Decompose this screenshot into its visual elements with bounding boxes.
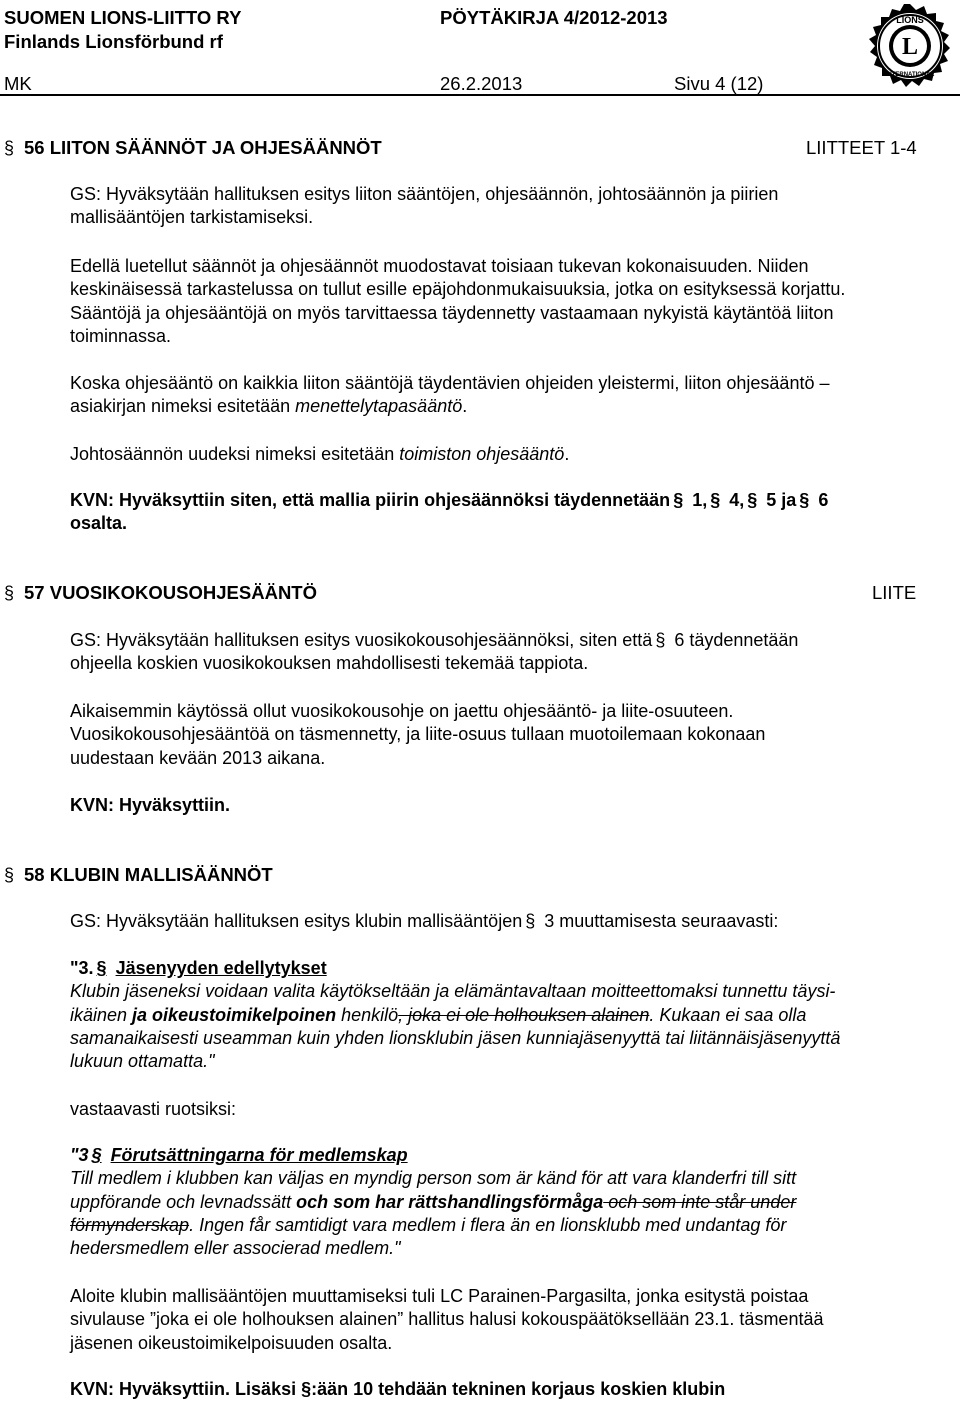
section-56-proposal xyxy=(70,183,930,230)
section-57-attachment: LIITE xyxy=(872,582,917,603)
logo-bottom-text: INTERNATIONAL xyxy=(885,72,935,78)
text-run: 1, xyxy=(692,490,708,510)
section-sign: § xyxy=(525,911,536,931)
section-56-paragraph-1 xyxy=(70,255,930,348)
text-line: Till medlem i klubben kan väljas en myndig person som är känd för att vara klanderfri till sitt xyxy=(70,1168,797,1189)
text-line: keskinäisessä tarkastelussa on tullut esille epäjohdonmukaisuuksia, jotka on esityksessä korjattu. xyxy=(70,279,846,300)
text-line: Edellä luetellut säännöt ja ohjesäännöt muodostavat toisiaan tukevan kokonaisuuden. Niiden xyxy=(70,256,809,276)
section-56-decision xyxy=(70,489,930,536)
text-line: Aloite klubin mallisääntöjen muuttamiseksi tuli LC Parainen-Pargasilta, jonka esitystä poistaa xyxy=(70,1286,809,1306)
text-line: sivulause ”joka ei ole holhouksen alainen” hallitus halusi kokouspäätöksellään 23.1. täsmentää xyxy=(70,1309,824,1330)
text-line: Koska ohjesääntö on kaikkia liiton sääntöjä täydentävien ohjeiden yleistermi, liiton ohjesääntö – xyxy=(70,373,830,393)
text-line xyxy=(70,395,930,418)
deleted-text: , joka ei ole holhouksen alainen xyxy=(398,1004,650,1025)
text-line xyxy=(70,629,930,652)
text-run: KVN: Hyväksyttiin siten, että mallia piirin ohjesäännöksi täydennetään xyxy=(70,490,671,510)
org-name-swedish: Finlands Lionsförbund rf xyxy=(4,31,223,52)
text-run: 6 xyxy=(818,490,829,510)
text-run: henkilö xyxy=(336,1004,399,1025)
header-rule xyxy=(0,94,960,96)
section-57-proposal xyxy=(70,629,930,676)
text-line: ohjeella koskien vuosikokouksen mahdollisesti tekemää tappiota. xyxy=(70,653,589,674)
text-line xyxy=(70,1191,930,1214)
text-run: Jäsenyyden edellytykset xyxy=(115,958,327,978)
section-58-title: 58 KLUBIN MALLISÄÄNNÖT xyxy=(24,864,273,885)
text-run: . xyxy=(462,396,468,417)
swedish-rule-text xyxy=(70,1144,930,1260)
text-line xyxy=(70,1214,930,1237)
org-name: SUOMEN LIONS-LIITTO RY xyxy=(4,7,242,28)
text-line: Sääntöjä ja ohjesääntöjä on myös tarvittaessa täydennetty vastaamaan nykyistä käytäntöä liiton xyxy=(70,302,834,323)
lions-logo xyxy=(866,2,954,90)
section-57-paragraph xyxy=(70,700,930,770)
logo-top-text: LIONS xyxy=(896,15,924,25)
section-sign: § xyxy=(710,490,721,510)
finnish-rule-text xyxy=(70,957,930,1073)
text-line xyxy=(70,1004,930,1027)
section-56-title: 56 LIITON SÄÄNNÖT JA OHJESÄÄNNÖT xyxy=(24,137,382,158)
text-run: uppförande och levnadssätt xyxy=(70,1191,297,1212)
text-run: . Ingen får samtidigt vara medlem i flera än en lionsklubb med undantag för xyxy=(189,1214,787,1235)
text-run: 3 muuttamisesta seuraavasti: xyxy=(544,911,779,931)
swedish-rule-heading xyxy=(70,1144,930,1167)
text-line: uudestaan kevään 2013 aikana. xyxy=(70,747,326,768)
section-58-heading xyxy=(4,864,273,886)
text-line: Vuosikokousohjesääntöä on täsmennetty, ja liite-osuus tullaan muotoilemaan kokonaan xyxy=(70,724,766,745)
text-line: Aikaisemmin käytössä ollut vuosikokousohje on jaettu ohjesääntö- ja liite-osuuteen. xyxy=(70,701,734,721)
text-run: "3. xyxy=(70,958,94,978)
section-57-decision: KVN: Hyväksyttiin. xyxy=(70,795,231,815)
text-line: jäsenen oikeustoimikelpoisuuden osalta. xyxy=(70,1332,393,1353)
text-line xyxy=(70,489,930,512)
section-sign: § xyxy=(747,490,758,510)
text-run: 4, xyxy=(729,490,745,510)
section-58-proposal xyxy=(70,910,930,933)
section-sign: § xyxy=(4,865,15,885)
text-line: hedersmedlem eller associerad medlem." xyxy=(70,1238,401,1259)
section-sign: § xyxy=(91,1145,102,1165)
section-sign: § xyxy=(655,630,666,650)
text-run: GS: Hyväksytään hallituksen esitys vuosikokousohjesäännöksi, siten että xyxy=(70,630,653,650)
text-run: . Kukaan ei saa olla xyxy=(649,1004,807,1025)
italic-term: menettelytapasääntö xyxy=(295,396,463,417)
deleted-text: förmynderskap xyxy=(70,1214,190,1235)
author-initials: MK xyxy=(4,73,32,94)
logo-letter: L xyxy=(901,34,919,60)
text-line: samanaikaisesti useamman kuin yhden lionsklubin jäsen kunniajäsenyyttä tai liitännäisjäsenyyttä xyxy=(70,1027,841,1048)
text-run: asiakirjan nimeksi esitetään xyxy=(70,396,296,417)
text-run: "3 xyxy=(70,1145,89,1165)
section-56-paragraph-2 xyxy=(70,372,930,419)
deleted-text: och som inte står under xyxy=(603,1191,797,1212)
text-line: mallisääntöjen tarkistamiseksi. xyxy=(70,207,314,228)
meeting-date: 26.2.2013 xyxy=(440,73,523,94)
text-line: toiminnassa. xyxy=(70,325,172,346)
inserted-text: ja oikeustoimikelpoinen xyxy=(132,1004,337,1025)
section-57-title: 57 VUOSIKOKOUSOHJESÄÄNTÖ xyxy=(24,582,317,603)
section-sign: § xyxy=(4,583,15,603)
swedish-intro: vastaavasti ruotsiksi: xyxy=(70,1099,237,1119)
section-sign: § xyxy=(96,958,107,978)
text-run: Förutsättningarna för medlemskap xyxy=(110,1145,408,1165)
page-number: Sivu 4 (12) xyxy=(674,73,764,94)
text-run: GS: Hyväksytään hallituksen esitys klubin mallisääntöjen xyxy=(70,911,523,931)
finnish-rule-heading xyxy=(70,957,930,980)
section-sign: § xyxy=(799,490,810,510)
text-run: Johtosäännön uudeksi nimeksi esitetään xyxy=(70,444,400,464)
text-line: osalta. xyxy=(70,513,128,534)
text-line: lukuun ottamatta." xyxy=(70,1051,215,1072)
text-run: 6 täydennetään xyxy=(674,630,799,650)
section-sign: § xyxy=(673,490,684,510)
section-56-heading xyxy=(4,137,382,159)
inserted-text: och som har rättshandlingsförmåga xyxy=(296,1191,604,1212)
italic-term: toimiston ohjesääntö xyxy=(399,444,565,464)
section-56-paragraph-3 xyxy=(70,443,930,466)
text-run: 5 ja xyxy=(766,490,797,510)
section-57-heading xyxy=(4,582,317,604)
section-58-background xyxy=(70,1285,930,1355)
section-sign: § xyxy=(4,138,15,158)
text-line: GS: Hyväksytään hallituksen esitys liiton sääntöjen, ohjesäännön, johtosäännön ja piirien xyxy=(70,184,779,204)
document-title: PÖYTÄKIRJA 4/2012-2013 xyxy=(440,7,668,28)
text-run: . xyxy=(564,444,570,464)
section-58-decision: KVN: Hyväksyttiin. Lisäksi §:ään 10 tehdään tekninen korjaus koskien klubin xyxy=(70,1379,726,1399)
text-line: Klubin jäseneksi voidaan valita käytökseltään ja elämäntavaltaan moitteettomaksi tunnettu täysi- xyxy=(70,981,836,1002)
section-56-attachment: LIITTEET 1-4 xyxy=(806,137,917,158)
text-run: ikäinen xyxy=(70,1004,133,1025)
